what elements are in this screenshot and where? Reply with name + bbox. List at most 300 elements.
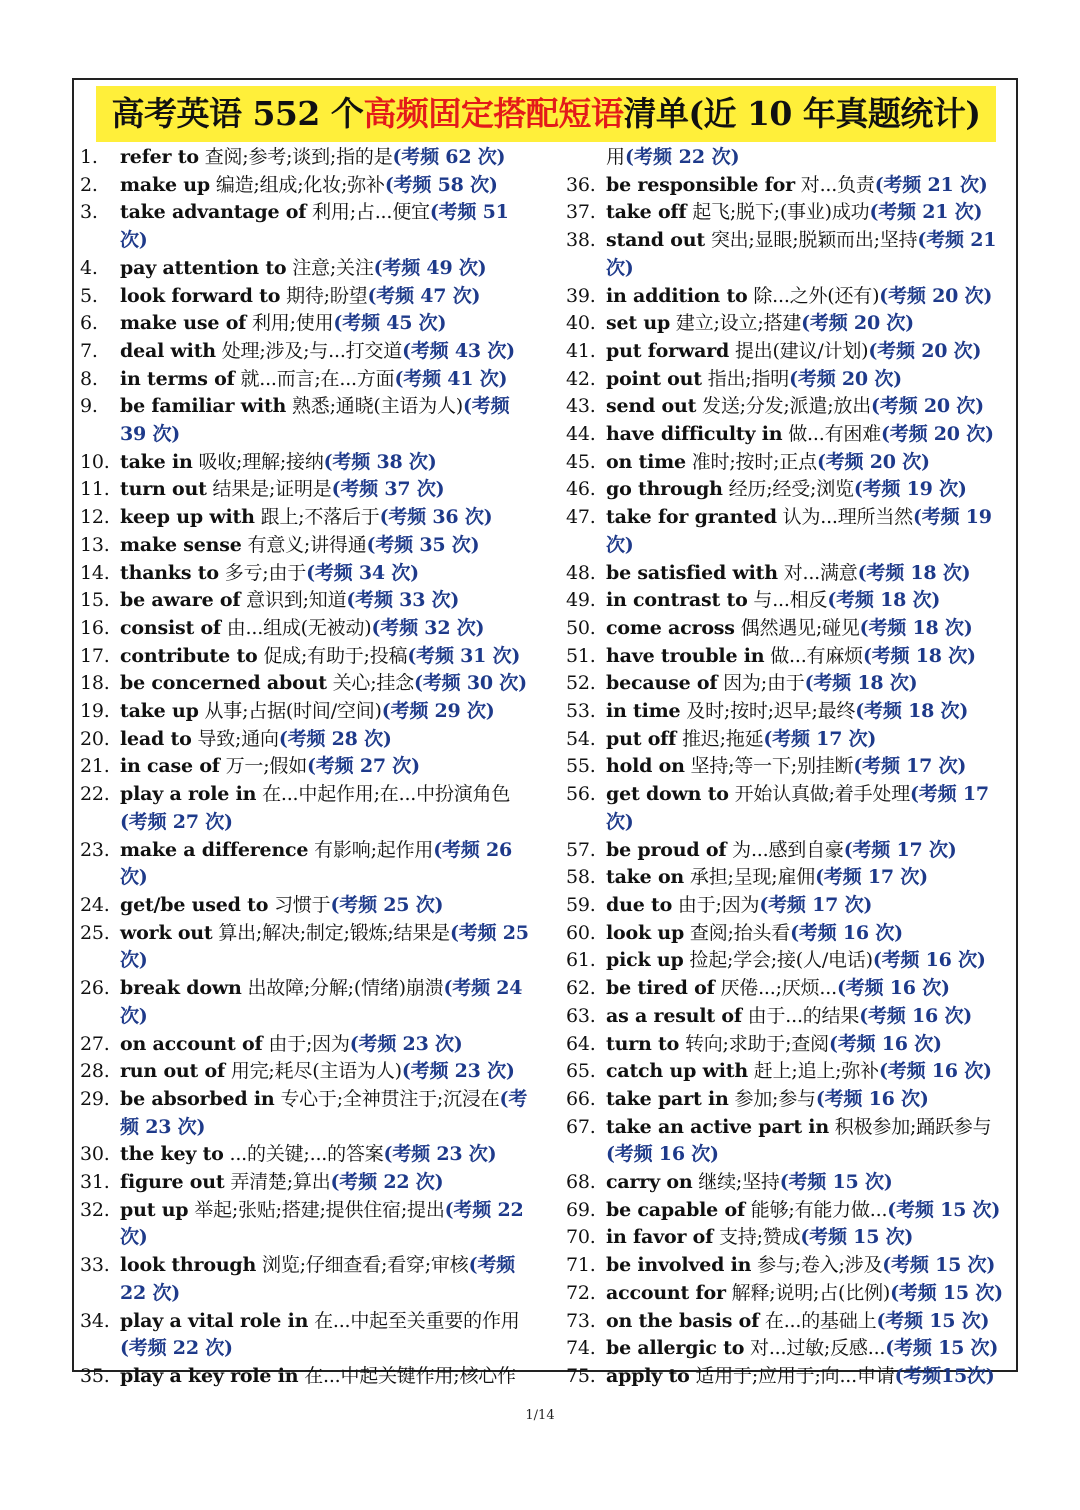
item-number: 56. [566, 783, 596, 806]
item-phrase: be absorbed in [120, 1087, 275, 1110]
list-item [566, 476, 1018, 504]
item-number: 63. [566, 1004, 596, 1027]
item-meaning: 查阅;抬头看 [689, 921, 791, 944]
item-frequency: (考频 25 次) [330, 893, 444, 916]
item-frequency: (考频 22 次) [120, 1254, 515, 1304]
item-number: 3. [80, 201, 98, 224]
item-phrase: make up [120, 173, 210, 196]
item-phrase: be responsible for [606, 173, 795, 196]
page-number: 1/14 [525, 1408, 555, 1423]
item-meaning: 推迟;拖延 [681, 727, 764, 750]
item-meaning: 出故障;分解;(情绪)崩溃 [247, 977, 444, 1000]
item-number: 36. [566, 173, 596, 196]
list-item [80, 1058, 535, 1086]
item-phrase: play a vital role in [120, 1309, 309, 1332]
item-frequency: (考频 51 次) [120, 201, 509, 252]
item-frequency: (考频 15 次) [887, 1198, 1001, 1221]
list-item [80, 1141, 535, 1169]
list-item [566, 837, 1018, 865]
item-phrase: work out [120, 921, 213, 944]
item-number: 26. [80, 977, 110, 1000]
list-item [566, 1308, 1018, 1336]
item-phrase: be proud of [606, 838, 727, 861]
item-number: 58. [566, 866, 596, 889]
item-phrase: in contrast to [606, 589, 748, 612]
item-phrase: pay attention to [120, 256, 287, 279]
right-column-list [566, 172, 1018, 1391]
list-item [80, 1086, 535, 1141]
item-number: 27. [80, 1032, 110, 1055]
item-meaning: 关心;挂念 [332, 672, 415, 695]
item-frequency: (考频 28 次) [278, 727, 392, 750]
item-number: 54. [566, 727, 596, 750]
item-phrase: in addition to [606, 284, 748, 307]
item-frequency: (考频 18 次) [804, 672, 918, 695]
list-item [566, 338, 1018, 366]
item-meaning: 期待;盼望 [286, 284, 368, 307]
item-number: 7. [80, 339, 98, 362]
item-number: 73. [566, 1309, 596, 1332]
item-phrase: take part in [606, 1087, 729, 1110]
item-phrase: refer to [120, 146, 199, 168]
item-phrase: put off [606, 727, 677, 750]
item-meaning: 弄清楚;算出 [230, 1171, 331, 1194]
list-item [566, 1003, 1018, 1031]
item-frequency: (考频 30 次) [414, 672, 527, 695]
list-item [566, 560, 1018, 588]
left-column [80, 144, 535, 1391]
item-meaning: 参与;卷入;涉及 [757, 1254, 883, 1277]
item-number: 21. [80, 755, 110, 778]
item-meaning: 开始认真做;着手处理 [734, 783, 911, 806]
list-item [80, 643, 535, 671]
item-meaning: 为...感到自豪 [732, 838, 844, 861]
continuation-stat: (考频 22 次) [625, 146, 740, 168]
item-meaning: 除...之外(还有) [753, 284, 880, 307]
list-item [80, 172, 535, 200]
item-meaning: 专心于;全神贯注于;沉浸在 [280, 1087, 500, 1110]
list-item [80, 892, 535, 920]
item-phrase: in time [606, 700, 681, 723]
list-item [566, 1224, 1018, 1252]
title-part1: 高考英语 552 个 [111, 94, 364, 133]
item-frequency: (考频 20 次) [789, 367, 902, 390]
item-phrase: take advantage of [120, 201, 307, 224]
item-frequency: (考频 20 次) [816, 450, 930, 473]
continuation-line [566, 144, 1018, 172]
list-item [566, 227, 1018, 282]
list-item [566, 615, 1018, 643]
item-phrase: run out of [120, 1060, 225, 1083]
item-number: 50. [566, 616, 596, 639]
item-number: 14. [80, 561, 110, 584]
item-phrase: come across [606, 616, 735, 639]
list-item [80, 144, 535, 172]
item-frequency: (考频 16 次) [872, 949, 986, 972]
item-meaning: 转向;求助于;查阅 [684, 1032, 829, 1055]
item-number: 9. [80, 395, 98, 418]
list-item [566, 781, 1018, 836]
item-meaning: 解释;说明;占(比例) [731, 1281, 891, 1304]
item-phrase: look through [120, 1254, 257, 1277]
item-phrase: in terms of [120, 367, 235, 390]
item-frequency: (考频 16 次) [859, 1004, 973, 1027]
list-item [566, 310, 1018, 338]
item-phrase: take on [606, 866, 685, 889]
item-frequency: (考频 18 次) [827, 589, 941, 612]
list-item [566, 920, 1018, 948]
item-number: 15. [80, 589, 110, 612]
item-meaning: 处理;涉及;与...打交道 [221, 339, 403, 362]
item-number: 25. [80, 921, 110, 944]
item-meaning: 对...过敏;反感... [750, 1337, 886, 1360]
item-phrase: pick up [606, 949, 684, 972]
item-frequency: (考频 17 次) [759, 893, 873, 916]
item-number: 38. [566, 229, 596, 252]
list-item [80, 753, 535, 781]
item-phrase: go through [606, 478, 723, 501]
list-item [566, 864, 1018, 892]
item-number: 75. [566, 1364, 596, 1387]
item-meaning: 算出;解决;制定;锻炼;结果是 [218, 921, 450, 944]
list-item [566, 172, 1018, 200]
item-meaning: 承担;呈现;雇佣 [689, 866, 816, 889]
item-frequency: (考频 18 次) [862, 644, 976, 667]
item-frequency: (考频 24 次) [120, 977, 523, 1027]
list-item [80, 366, 535, 394]
item-phrase: play a role in [120, 783, 257, 806]
item-meaning: 准时;按时;正点 [691, 450, 817, 473]
item-frequency: (考频 18 次) [857, 561, 971, 584]
item-frequency: (考频 22 次) [120, 1337, 233, 1360]
item-meaning: 认为...理所当然 [782, 506, 913, 529]
item-phrase: consist of [120, 616, 221, 639]
item-frequency: (考频 16 次) [878, 1060, 992, 1083]
list-item [566, 1058, 1018, 1086]
item-number: 2. [80, 173, 98, 196]
list-item [566, 670, 1018, 698]
item-meaning: 万一;假如 [225, 755, 308, 778]
list-item [80, 560, 535, 588]
list-item [566, 366, 1018, 394]
list-item [80, 726, 535, 754]
list-item [80, 449, 535, 477]
continuation-text: 用 [606, 146, 626, 168]
item-phrase: due to [606, 893, 673, 916]
item-meaning: 继续;坚持 [698, 1171, 780, 1194]
list-item [80, 504, 535, 532]
item-number: 46. [566, 478, 596, 501]
item-meaning: 适用于;应用于;向...申请 [695, 1364, 895, 1387]
item-meaning: 编造;组成;化妆;弥补 [215, 173, 385, 196]
item-phrase: take up [120, 700, 199, 723]
item-phrase: thanks to [120, 561, 219, 584]
item-phrase: in case of [120, 755, 220, 778]
item-meaning: 起飞;脱下;(事业)成功 [692, 201, 870, 224]
item-meaning: 捡起;学会;接(人/电话) [689, 949, 873, 972]
list-item [80, 1308, 535, 1363]
item-meaning: 在...中起关键作用;核心作 [304, 1364, 516, 1387]
item-number: 59. [566, 893, 596, 916]
list-item [80, 670, 535, 698]
item-phrase: be satisfied with [606, 561, 778, 584]
item-frequency: (考频 15 次) [890, 1281, 1003, 1304]
item-phrase: be capable of [606, 1198, 745, 1221]
item-frequency: (考频 20 次) [871, 395, 984, 418]
item-frequency: (考频 16 次) [606, 1143, 719, 1166]
item-number: 22. [80, 783, 110, 806]
title-part3: 清单(近 10 年真题统计) [623, 94, 981, 133]
list-item [566, 587, 1018, 615]
item-meaning: 熟悉;通晓(主语为人) [291, 395, 464, 418]
item-number: 30. [80, 1143, 110, 1166]
list-item [566, 698, 1018, 726]
item-phrase: account for [606, 1281, 726, 1304]
item-number: 43. [566, 395, 596, 418]
item-frequency: (考频 36 次) [379, 506, 493, 529]
item-meaning: 多亏;由于 [224, 561, 307, 584]
list-item [566, 643, 1018, 671]
item-frequency: (考频 22 次) [120, 1198, 524, 1249]
item-frequency: (考频 45 次) [333, 312, 447, 335]
item-phrase: make sense [120, 533, 242, 556]
item-meaning: 吸收;理解;接纳 [198, 450, 324, 473]
item-frequency: (考频 16 次) [815, 1087, 929, 1110]
list-item [80, 698, 535, 726]
item-phrase: break down [120, 977, 242, 1000]
item-meaning: 意识到;知道 [246, 589, 347, 612]
item-frequency: (考频 20 次) [801, 312, 914, 335]
item-frequency: (考频 15 次) [885, 1337, 999, 1360]
item-number: 66. [566, 1087, 596, 1110]
item-number: 10. [80, 450, 110, 473]
item-frequency: (考频 18 次) [859, 616, 973, 639]
item-meaning: 赶上;追上;弥补 [753, 1060, 879, 1083]
item-meaning: 由于;因为 [268, 1032, 350, 1055]
item-meaning: 就...而言;在...方面 [240, 367, 395, 390]
list-item [80, 1169, 535, 1197]
item-meaning: 做...有困难 [788, 423, 881, 446]
list-item [566, 892, 1018, 920]
item-number: 1. [80, 146, 98, 168]
list-item [80, 1363, 535, 1391]
list-item [566, 1335, 1018, 1363]
item-phrase: apply to [606, 1364, 690, 1387]
item-number: 51. [566, 644, 596, 667]
item-meaning: 及时;按时;迟早;最终 [686, 700, 856, 723]
item-frequency: (考频 27 次) [120, 810, 233, 833]
list-item [80, 781, 535, 836]
item-phrase: have trouble in [606, 644, 765, 667]
item-frequency: (考频 16 次) [836, 977, 950, 1000]
item-number: 11. [80, 478, 110, 501]
item-phrase: on time [606, 450, 686, 473]
item-phrase: be aware of [120, 589, 241, 612]
item-number: 12. [80, 506, 110, 529]
item-number: 55. [566, 755, 596, 778]
item-number: 45. [566, 450, 596, 473]
item-number: 53. [566, 700, 596, 723]
item-meaning: 用完;耗尽(主语为人) [230, 1060, 402, 1083]
item-number: 62. [566, 977, 596, 1000]
list-item [566, 1169, 1018, 1197]
item-phrase: make use of [120, 312, 247, 335]
item-meaning: 促成;有助于;投稿 [263, 644, 408, 667]
item-number: 72. [566, 1281, 596, 1304]
list-item [80, 975, 535, 1030]
list-item [566, 421, 1018, 449]
item-meaning: 利用;使用 [252, 312, 334, 335]
item-number: 42. [566, 367, 596, 390]
item-phrase: be familiar with [120, 395, 287, 418]
item-phrase: take an active part in [606, 1115, 829, 1138]
item-meaning: 提出(建议/计划) [734, 339, 869, 362]
item-number: 19. [80, 700, 110, 723]
item-number: 37. [566, 201, 596, 224]
item-phrase: make a difference [120, 838, 309, 861]
item-frequency: (考频 32 次) [371, 616, 485, 639]
item-frequency: (考频 31 次) [407, 644, 521, 667]
item-meaning: 从事;占据(时间/空间) [204, 700, 382, 723]
list-item [566, 975, 1018, 1003]
item-meaning: 在...的基础上 [764, 1309, 877, 1332]
item-number: 71. [566, 1254, 596, 1277]
item-meaning: 查阅;参考;谈到;指的是 [204, 146, 393, 168]
list-item [566, 1363, 1018, 1391]
item-number: 5. [80, 284, 98, 307]
item-number: 6. [80, 312, 98, 335]
item-frequency: (考频 38 次) [323, 450, 437, 473]
item-frequency: (考频 20 次) [880, 423, 994, 446]
item-frequency: (考频 17 次) [815, 866, 928, 889]
item-meaning: 经历;经受;浏览 [728, 478, 854, 501]
item-phrase: lead to [120, 727, 192, 750]
item-number: 40. [566, 312, 596, 335]
item-number: 60. [566, 921, 596, 944]
item-meaning: 对...满意 [783, 561, 858, 584]
item-meaning: 因为;由于 [723, 672, 805, 695]
item-frequency: (考频 34 次) [306, 561, 419, 584]
list-item [80, 837, 535, 892]
list-item [80, 393, 535, 448]
list-item [566, 947, 1018, 975]
item-meaning: 偶然遇见;碰见 [740, 616, 860, 639]
item-meaning: 结果是;证明是 [212, 478, 332, 501]
item-meaning: 由于...的结果 [747, 1004, 860, 1027]
item-number: 49. [566, 589, 596, 612]
item-number: 33. [80, 1254, 110, 1277]
item-number: 4. [80, 256, 98, 279]
item-meaning: 由于;因为 [677, 893, 760, 916]
item-frequency: (考频 17 次) [853, 755, 967, 778]
item-meaning: 举起;张贴;搭建;提供住宿;提出 [194, 1198, 445, 1221]
item-meaning: 突出;显眼;脱颖而出;坚持 [710, 229, 918, 252]
item-number: 17. [80, 644, 110, 667]
list-item [80, 283, 535, 311]
item-frequency: (考频 62 次) [392, 146, 506, 168]
item-phrase: send out [606, 395, 697, 418]
list-item [80, 476, 535, 504]
item-frequency: (考频 18 次) [855, 700, 969, 723]
item-phrase: put forward [606, 339, 730, 362]
item-frequency: (考频 21 次) [874, 173, 988, 196]
item-meaning: 与...相反 [753, 589, 828, 612]
item-frequency: (考频 15 次) [779, 1171, 893, 1194]
item-frequency: (考频 39 次) [120, 395, 510, 446]
item-frequency: (考频 43 次) [402, 339, 515, 362]
item-phrase: the key to [120, 1143, 224, 1166]
page-title [96, 86, 996, 142]
list-item [566, 1252, 1018, 1280]
item-frequency: (考频 23 次) [401, 1060, 515, 1083]
item-frequency: (考频 20 次) [879, 284, 993, 307]
list-item [80, 1197, 535, 1252]
item-phrase: figure out [120, 1171, 225, 1194]
item-frequency: (考频 33 次) [346, 589, 460, 612]
item-number: 39. [566, 284, 596, 307]
item-frequency: (考频 29 次) [381, 700, 495, 723]
item-meaning: 在...中起至关重要的作用 [314, 1309, 520, 1332]
item-phrase: turn to [606, 1032, 680, 1055]
item-meaning: 在...中起作用;在...中扮演角色 [262, 783, 511, 806]
item-frequency: (考频 20 次) [868, 339, 982, 362]
item-number: 70. [566, 1226, 596, 1249]
item-phrase: get down to [606, 783, 729, 806]
item-phrase: turn out [120, 478, 207, 501]
item-frequency: (考频 16 次) [828, 1032, 942, 1055]
item-frequency: (考频 21 次) [606, 229, 997, 279]
list-item [80, 310, 535, 338]
item-meaning: 导致;通向 [197, 727, 279, 750]
item-frequency: (考频 23 次) [383, 1143, 497, 1166]
item-number: 68. [566, 1171, 596, 1194]
list-item [566, 1086, 1018, 1114]
item-frequency: (考频 37 次) [331, 478, 445, 501]
item-meaning: 浏览;仔细查看;看穿;审核 [261, 1254, 469, 1277]
item-number: 13. [80, 533, 110, 556]
list-item [566, 393, 1018, 421]
item-number: 69. [566, 1198, 596, 1221]
list-item [566, 199, 1018, 227]
item-meaning: 参加;参与 [734, 1087, 816, 1110]
item-phrase: point out [606, 367, 702, 390]
item-frequency: (考频 27 次) [307, 755, 420, 778]
list-item [566, 753, 1018, 781]
item-frequency: (考频 15 次) [876, 1309, 990, 1332]
item-phrase: contribute to [120, 644, 258, 667]
item-number: 61. [566, 949, 596, 972]
item-frequency: (考频 49 次) [373, 256, 487, 279]
item-meaning: 注意;关注 [292, 256, 374, 279]
item-meaning: 对...负责 [800, 173, 875, 196]
item-frequency: (考频 17 次) [606, 783, 989, 833]
item-frequency: (考频 19 次) [853, 478, 967, 501]
item-meaning: 坚持;等一下;别挂断 [690, 755, 854, 778]
item-frequency: (考频 21 次) [869, 201, 983, 224]
item-number: 32. [80, 1198, 110, 1221]
item-number: 48. [566, 561, 596, 584]
item-frequency: (考频 23 次) [120, 1087, 528, 1138]
item-number: 44. [566, 423, 596, 446]
item-phrase: on account of [120, 1032, 263, 1055]
item-number: 41. [566, 339, 596, 362]
item-number: 35. [80, 1364, 110, 1387]
list-item [80, 615, 535, 643]
list-item [566, 1114, 1018, 1169]
item-frequency: (考频 16 次) [790, 921, 903, 944]
item-meaning: 支持;赞成 [718, 1226, 801, 1249]
item-number: 24. [80, 893, 110, 916]
